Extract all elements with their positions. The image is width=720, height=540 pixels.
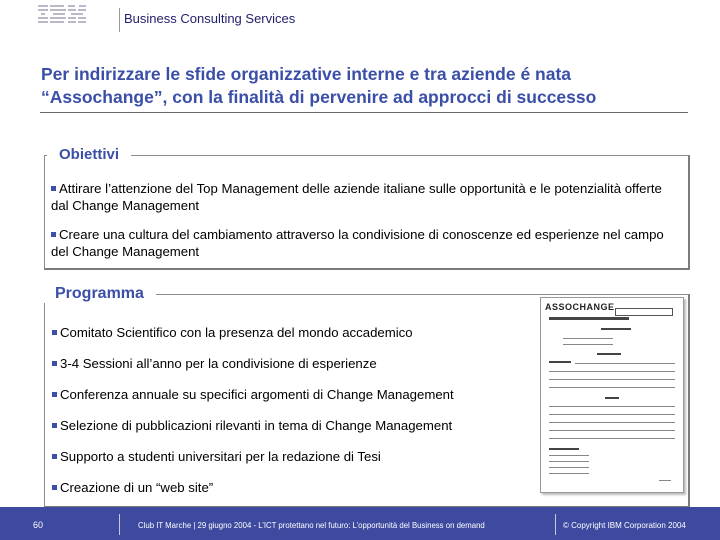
programma-item xyxy=(52,355,377,372)
ibm-logo xyxy=(38,4,88,24)
bullet-square-icon xyxy=(52,485,57,490)
footer-event: Club IT Marche | 29 giugno 2004 - L’ICT protettano nel futuro: L’opportunità del Business on demand xyxy=(138,521,485,530)
bullet-square-icon xyxy=(51,186,56,191)
form-thumbnail-tag xyxy=(615,308,673,316)
bullet-square-icon xyxy=(52,454,57,459)
bullet-square-icon xyxy=(52,392,57,397)
form-line xyxy=(549,387,675,388)
form-line xyxy=(549,371,675,372)
programma-label: Programma xyxy=(43,285,156,303)
obiettivi-item xyxy=(51,226,681,260)
bullet-text: Conferenza annuale su specifici argomenti di Change Management xyxy=(60,387,454,402)
form-line xyxy=(575,363,675,364)
bullet-square-icon xyxy=(52,423,57,428)
form-line xyxy=(605,397,619,399)
footer-separator xyxy=(555,514,556,535)
bullet-square-icon xyxy=(52,330,57,335)
form-line xyxy=(549,467,589,468)
form-line xyxy=(659,480,671,481)
form-line xyxy=(549,455,589,456)
page-number: 60 xyxy=(33,520,44,530)
bullet-square-icon xyxy=(51,232,56,237)
bullet-text: Creazione di un “web site” xyxy=(60,480,214,495)
form-line xyxy=(563,344,613,345)
obiettivi-label: Obiettivi xyxy=(47,146,131,164)
programma-item xyxy=(52,479,213,496)
programma-item xyxy=(52,417,452,434)
bullet-text: 3-4 Sessioni all’anno per la condivisione di esperienze xyxy=(60,356,377,371)
title-divider xyxy=(40,112,688,113)
form-line xyxy=(597,353,621,355)
form-line xyxy=(549,438,675,439)
form-line xyxy=(549,430,675,431)
bullet-square-icon xyxy=(52,361,57,366)
form-line xyxy=(549,414,675,415)
form-line xyxy=(549,422,675,423)
form-line xyxy=(549,473,589,474)
form-thumbnail-subtitle xyxy=(549,317,629,320)
form-line xyxy=(549,461,589,462)
bullet-text: Attirare l’attenzione del Top Management delle aziende italiane sulle opportunità e le potenzialità offerte dal Change Management xyxy=(51,181,662,213)
programma-item xyxy=(52,386,454,403)
form-line xyxy=(601,328,631,330)
footer-separator xyxy=(119,514,120,535)
bullet-text: Supporto a studenti universitari per la redazione di Tesi xyxy=(60,449,381,464)
header-separator xyxy=(119,8,120,32)
bullet-text: Selezione di pubblicazioni rilevanti in tema di Change Management xyxy=(60,418,453,433)
header-title: Business Consulting Services xyxy=(124,11,296,26)
form-line xyxy=(549,379,675,380)
bullet-text: Creare una cultura del cambiamento attraverso la condivisione di conoscenze ed esperienze nel campo del Change Management xyxy=(51,227,664,259)
assochange-form-thumbnail xyxy=(540,297,684,493)
footer-copyright: © Copyright IBM Corporation 2004 xyxy=(563,521,686,530)
programma-item xyxy=(52,324,413,341)
form-line xyxy=(549,361,571,363)
slide-title: Per indirizzare le sfide organizzative interne e tra aziende é nata “Assochange”, con la finalità di pervenire ad approcci di successo xyxy=(41,64,597,107)
obiettivi-item xyxy=(51,180,681,214)
form-line xyxy=(549,448,579,450)
form-thumbnail-title: ASSOCHANGE xyxy=(545,302,615,312)
form-line xyxy=(563,338,613,339)
programma-item xyxy=(52,448,381,465)
bullet-text: Comitato Scientifico con la presenza del mondo accademico xyxy=(60,325,413,340)
form-line xyxy=(549,406,675,407)
